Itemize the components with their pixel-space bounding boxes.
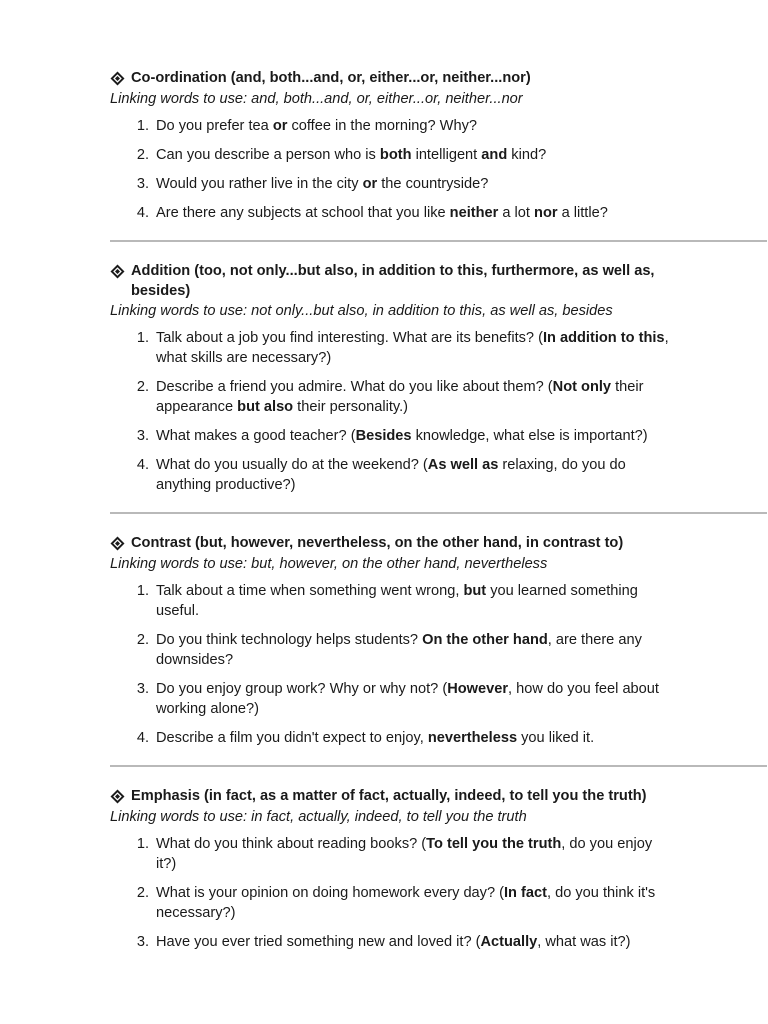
- question-text: a little?: [557, 205, 608, 221]
- linking-word: Actually: [480, 934, 538, 950]
- section-title: Emphasis (in fact, as a matter of fact, actually, indeed, to tell you the truth): [131, 788, 647, 804]
- question-number: 2.: [136, 885, 149, 901]
- question-text: intelligent: [411, 147, 482, 163]
- question-number: 1.: [136, 836, 149, 852]
- section: [110, 533, 712, 748]
- linking-word: In fact: [504, 885, 547, 901]
- section-title: Addition (too, not only...but also, in addition to this, furthermore, as well as, besides): [131, 263, 655, 299]
- question-text: the countryside?: [377, 176, 489, 192]
- question-text: Do you prefer tea: [156, 118, 273, 134]
- section: [110, 786, 712, 952]
- question-text: Can you describe a person who is: [156, 147, 380, 163]
- linking-word: both: [379, 147, 412, 163]
- question-item: [110, 174, 712, 194]
- section: [110, 68, 712, 223]
- question-text: , what was it?): [537, 934, 631, 950]
- section-heading: [110, 533, 712, 554]
- question-list: [110, 581, 712, 748]
- question-item: [110, 203, 712, 223]
- question-number: 2.: [136, 379, 149, 395]
- linking-word: However: [447, 681, 509, 697]
- question-text: you learned something useful.: [156, 583, 638, 619]
- question-number: 3.: [136, 681, 149, 697]
- question-number: 3.: [136, 934, 149, 950]
- question-number: 3.: [136, 176, 149, 192]
- question-number: 2.: [136, 147, 149, 163]
- question-text: a lot: [498, 205, 535, 221]
- question-list: [110, 834, 712, 952]
- linking-word: nor: [534, 205, 558, 221]
- section-subtitle: Linking words to use: in fact, actually, indeed, to tell you the truth: [110, 809, 527, 825]
- diamond-bullet-icon: [110, 536, 125, 557]
- question-number: 3.: [136, 428, 149, 444]
- linking-word: but: [463, 583, 487, 599]
- question-item: [110, 581, 712, 621]
- linking-word: but also: [237, 399, 294, 415]
- question-text: What makes a good teacher? (: [156, 428, 356, 444]
- diamond-bullet-icon: [110, 789, 125, 810]
- section-divider: [110, 512, 767, 514]
- linking-word: or: [272, 118, 288, 134]
- question-item: [110, 145, 712, 165]
- question-item: [110, 679, 712, 719]
- question-number: 2.: [136, 632, 149, 648]
- question-list: [110, 328, 712, 495]
- question-number: 1.: [136, 118, 149, 134]
- linking-word: and: [481, 147, 508, 163]
- question-text: What do you usually do at the weekend? (: [156, 457, 428, 473]
- question-text: kind?: [507, 147, 547, 163]
- question-text: Describe a film you didn't expect to enjoy,: [156, 730, 428, 746]
- question-text: their appearance: [156, 379, 644, 415]
- question-item: [110, 455, 712, 495]
- section-subtitle: Linking words to use: not only...but also, in addition to this, as well as, besides: [110, 303, 613, 319]
- question-text: Talk about a job you find interesting. What are its benefits? (: [156, 330, 543, 346]
- question-text: coffee in the morning? Why?: [287, 118, 477, 134]
- question-item: [110, 883, 712, 923]
- question-number: 4.: [136, 205, 149, 221]
- question-text: relaxing, do you do anything productive?): [156, 457, 626, 493]
- linking-word: On the other hand: [422, 632, 548, 648]
- question-text: their personality.): [293, 399, 409, 415]
- question-item: [110, 932, 712, 952]
- question-text: , do you enjoy it?): [156, 836, 653, 872]
- question-item: [110, 834, 712, 874]
- question-item: [110, 630, 712, 670]
- linking-word: Besides: [355, 428, 412, 444]
- question-text: , do you think it's necessary?): [156, 885, 656, 921]
- section-divider: [110, 765, 767, 767]
- linking-word: Not only: [552, 379, 612, 395]
- question-text: , how do you feel about working alone?): [156, 681, 659, 717]
- diamond-bullet-icon: [110, 71, 125, 92]
- question-number: 1.: [136, 583, 149, 599]
- question-text: Talk about a time when something went wrong,: [156, 583, 464, 599]
- section-heading: [110, 261, 712, 301]
- section-divider: [110, 240, 767, 242]
- section-subtitle: Linking words to use: and, both...and, or, either...or, neither...nor: [110, 91, 523, 107]
- question-text: you liked it.: [517, 730, 595, 746]
- question-text: Have you ever tried something new and loved it? (: [156, 934, 481, 950]
- linking-word: To tell you the truth: [426, 836, 562, 852]
- question-item: [110, 116, 712, 136]
- section-title: Co-ordination (and, both...and, or, either...or, neither...nor): [131, 70, 531, 86]
- section: [110, 261, 712, 495]
- linking-word: In addition to this: [542, 330, 665, 346]
- linking-word: nevertheless: [427, 730, 518, 746]
- question-text: Would you rather live in the city: [156, 176, 363, 192]
- question-text: What is your opinion on doing homework every day? (: [156, 885, 504, 901]
- section-heading: [110, 68, 712, 89]
- question-text: Do you think technology helps students?: [156, 632, 423, 648]
- question-item: [110, 728, 712, 748]
- question-list: [110, 116, 712, 223]
- question-text: What do you think about reading books? (: [156, 836, 427, 852]
- section-subtitle: Linking words to use: but, however, on the other hand, nevertheless: [110, 556, 548, 572]
- question-text: Do you enjoy group work? Why or why not? (: [156, 681, 448, 697]
- linking-word: neither: [449, 205, 499, 221]
- question-text: Are there any subjects at school that you like: [156, 205, 450, 221]
- question-text: , are there any downsides?: [156, 632, 642, 668]
- question-number: 4.: [136, 457, 149, 473]
- diamond-bullet-icon: [110, 264, 125, 285]
- section-heading: [110, 786, 712, 807]
- linking-word: As well as: [427, 457, 499, 473]
- question-text: , what skills are necessary?): [156, 330, 669, 366]
- question-item: [110, 377, 712, 417]
- question-number: 4.: [136, 730, 149, 746]
- section-title: Contrast (but, however, nevertheless, on the other hand, in contrast to): [131, 535, 624, 551]
- question-item: [110, 328, 712, 368]
- question-item: [110, 426, 712, 446]
- question-number: 1.: [136, 330, 149, 346]
- linking-word: or: [362, 176, 378, 192]
- question-text: knowledge, what else is important?): [411, 428, 648, 444]
- question-text: Describe a friend you admire. What do you like about them? (: [156, 379, 553, 395]
